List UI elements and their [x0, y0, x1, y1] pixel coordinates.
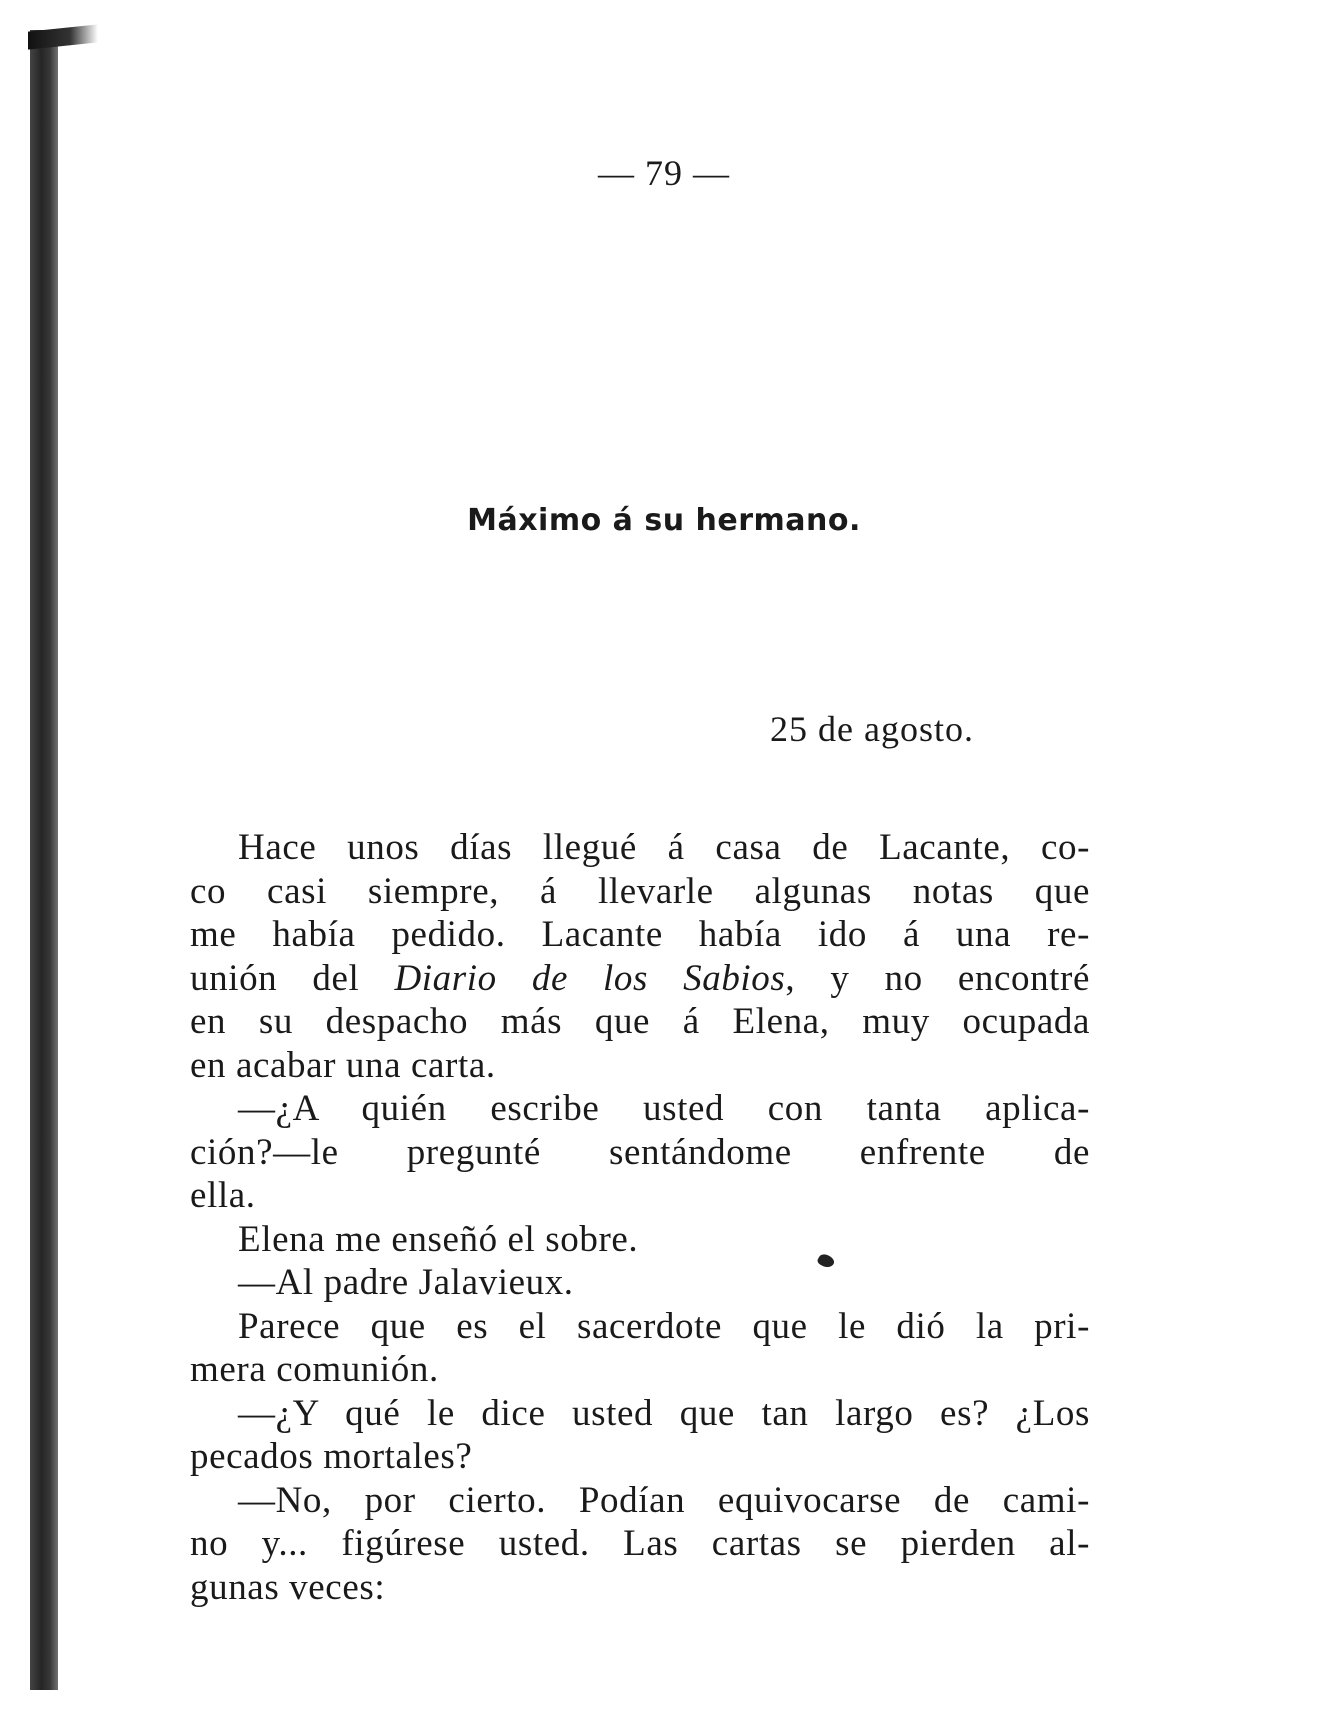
line-segment: unión del	[190, 957, 395, 999]
line-segment: Elena me enseñó el sobre.	[238, 1218, 639, 1260]
body-line	[190, 1131, 1090, 1175]
body-line	[190, 1087, 1090, 1131]
line-segment: , y no encontré	[785, 957, 1090, 999]
line-segment: en acabar una carta.	[190, 1044, 496, 1086]
line-segment: en su despacho más que á Elena, muy ocupada	[190, 1001, 1090, 1042]
line-segment: mera comunión.	[190, 1349, 439, 1390]
body-line	[190, 913, 1090, 957]
body-line	[190, 1000, 1090, 1044]
line-segment: me había pedido. Lacante había ido á una re-	[190, 914, 1090, 955]
italic-title: Diario de los Sabios	[394, 957, 786, 999]
body-line	[190, 1218, 1090, 1262]
binding-gutter-flare	[28, 24, 98, 49]
line-segment: ella.	[190, 1175, 256, 1216]
body-line	[190, 1348, 1090, 1392]
line-segment: —¿Y qué le dice usted que tan largo es? ¿Los	[238, 1392, 1090, 1434]
letter-date: 25 de agosto.	[770, 709, 974, 749]
line-segment: Parece que es el sacerdote que le dió la pri-	[238, 1305, 1090, 1347]
line-segment: co casi siempre, á llevarle algunas notas que	[190, 870, 1090, 912]
body-line	[190, 1261, 1090, 1305]
body-line	[190, 826, 1090, 870]
body-line	[190, 1522, 1090, 1566]
body-line	[190, 1566, 1090, 1610]
letter-heading: Máximo á su hermano.	[467, 503, 861, 538]
body-line	[190, 1174, 1090, 1218]
page-number: — 79 —	[598, 153, 730, 193]
body-line	[190, 1044, 1090, 1088]
line-segment: gunas veces:	[190, 1566, 386, 1608]
binding-gutter-shadow	[30, 30, 58, 1690]
line-segment: Hace unos días llegué á casa de Lacante, co-	[238, 827, 1090, 868]
body-line	[190, 1305, 1090, 1349]
body-line	[190, 1435, 1090, 1479]
line-segment: —Al padre Jalavieux.	[238, 1262, 574, 1303]
body-line	[190, 957, 1090, 1001]
body-line	[190, 1479, 1090, 1523]
line-segment: —¿A quién escribe usted con tanta aplica-	[238, 1088, 1090, 1129]
line-segment: ción?—le pregunté sentándome enfrente de	[190, 1131, 1090, 1173]
line-segment: no y... figúrese usted. Las cartas se pierden al-	[190, 1523, 1090, 1564]
line-segment: —No, por cierto. Podían equivocarse de cami-	[238, 1479, 1090, 1521]
letter-body	[190, 826, 1090, 1609]
body-line	[190, 870, 1090, 914]
line-segment: pecados mortales?	[190, 1436, 473, 1477]
body-line	[190, 1392, 1090, 1436]
